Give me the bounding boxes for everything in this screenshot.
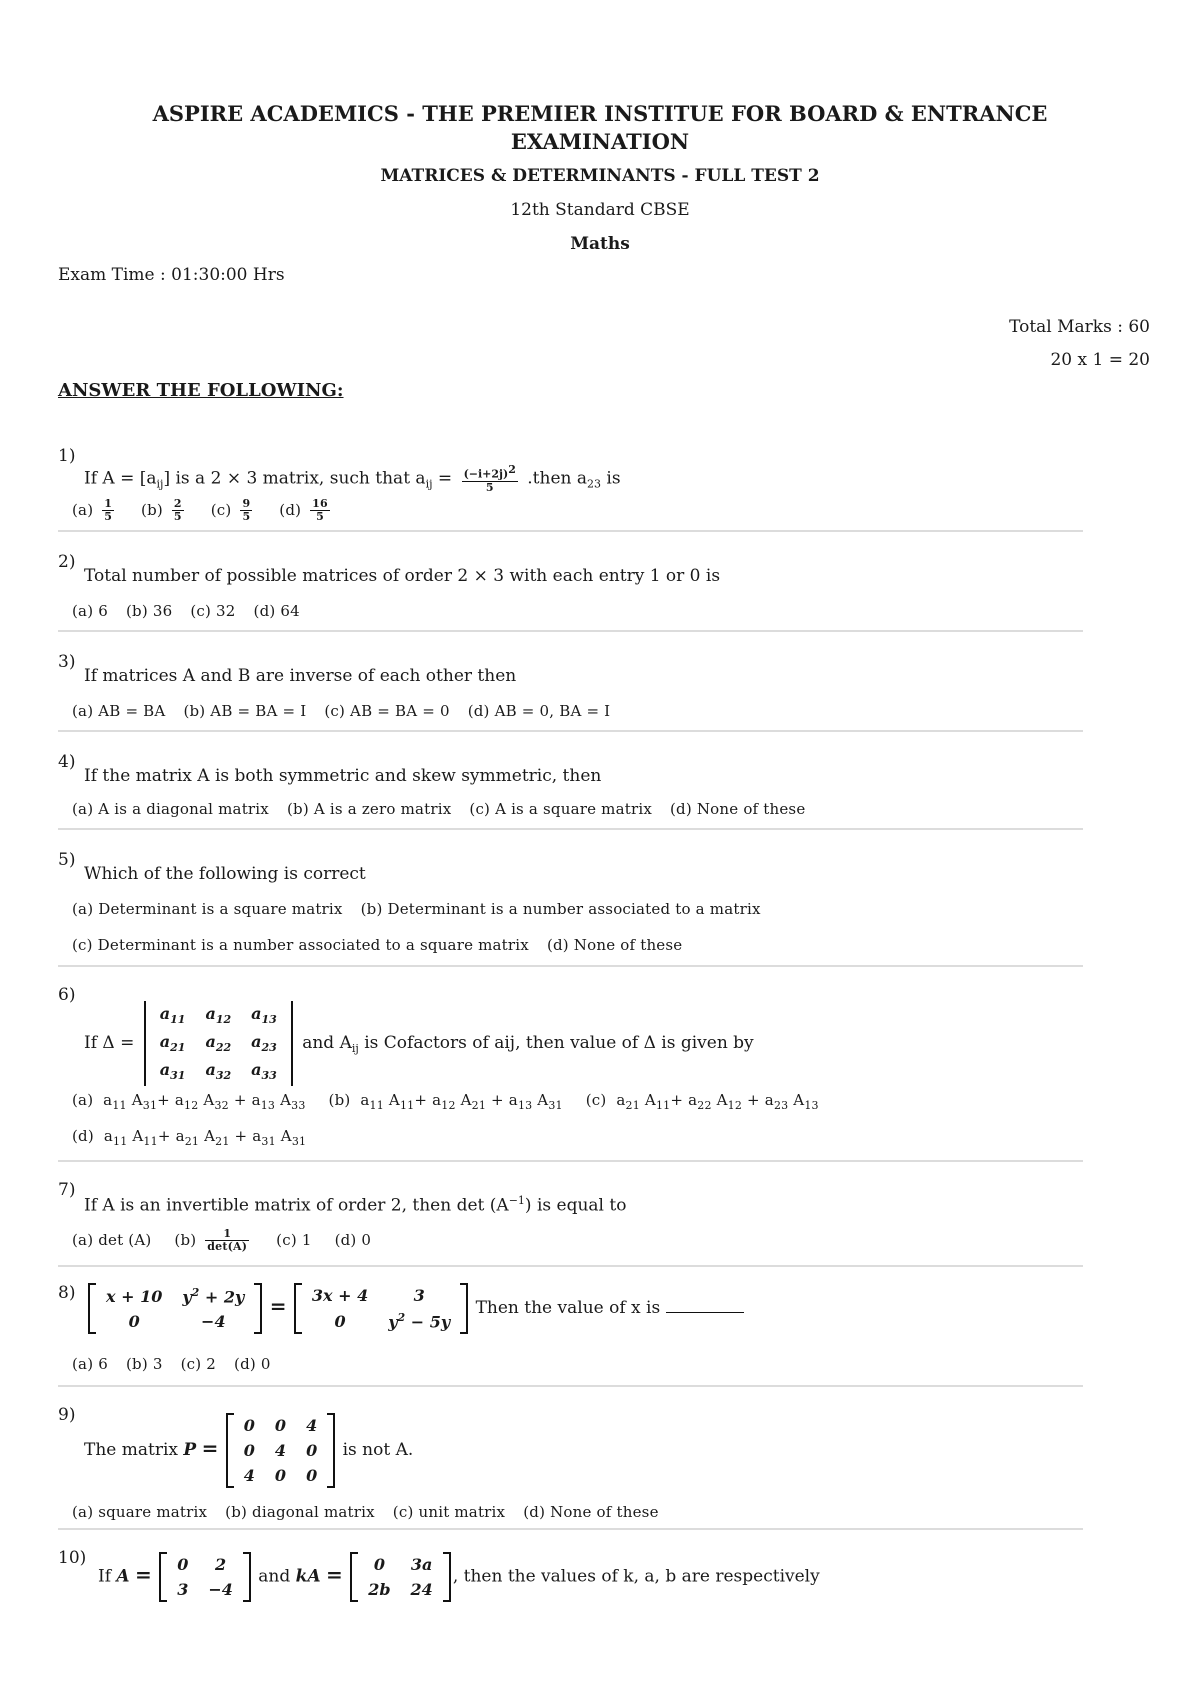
standard-label: 12th Standard CBSE: [510, 200, 690, 220]
question-stem: If Δ = $a_{11}$ $a_{12}$ $a_{13}$ $a_{21}$ $a_{22}$ $a_{23}$ $a_{31}$ $a_{32}$ $a_{33}$ and $A_{ij}$ is Cofactors of aij, then value of Δ is given by: [84, 1001, 754, 1086]
matrix-ka: 0 3a 2b 24: [350, 1552, 451, 1602]
question-number: 6): [58, 985, 76, 1005]
option-c[interactable]: (c) $\frac{9}{5}$: [210, 497, 251, 523]
question-stem: If A is an invertible matrix of order 2, then $\det (A^{-1})$ is equal to: [84, 1194, 627, 1216]
question-10: [58, 1548, 1083, 1628]
option-c[interactable]: (c) $a_{21}$ $A_{11}+ a_{22}$ $A_{12} + a_{23}$ $A_{13}$: [585, 1091, 819, 1112]
question-number: 5): [58, 850, 76, 870]
option-d[interactable]: (d) None of these: [546, 936, 683, 954]
divider: [58, 1160, 1083, 1162]
question-number: 10): [58, 1548, 87, 1568]
test-name: MATRICES & DETERMINANTS - FULL TEST 2: [380, 166, 820, 186]
divider: [58, 828, 1083, 830]
option-a[interactable]: (a) square matrix: [72, 1503, 208, 1521]
option-d[interactable]: (d) $a_{11}$ $A_{11}+ a_{21}$ $A_{21} + a_{31}$ $A_{31}$: [72, 1127, 307, 1148]
option-a[interactable]: (a) $\frac{1}{5}$: [72, 497, 113, 523]
divider: [58, 965, 1083, 967]
question-9: [58, 1405, 1083, 1525]
option-a[interactable]: (a) Determinant is a square matrix: [72, 900, 343, 918]
question-2: [58, 552, 1083, 622]
question-stem: If the matrix A is both symmetric and skew symmetric, then: [84, 766, 602, 786]
question-8: [58, 1283, 1083, 1383]
options-row-2: [72, 1127, 324, 1148]
section-marks: 20 x 1 = 20: [1050, 350, 1150, 370]
question-number: 7): [58, 1180, 76, 1200]
question-stem: Which of the following is correct: [84, 864, 366, 884]
divider: [58, 1385, 1083, 1387]
option-a[interactable]: (a) $a_{11}$ $A_{31}+ a_{12}$ $A_{32} + a_{13}$ $A_{33}$: [72, 1091, 306, 1112]
question-6: [58, 985, 1083, 1150]
options: [72, 498, 352, 523]
option-c[interactable]: (c) Determinant is a number associated to a square matrix: [72, 936, 529, 954]
matrix-left: x + 10 $y^2 + 2y$ 0 −4: [88, 1283, 262, 1334]
exam-time: Exam Time : 01:30:00 Hrs: [58, 265, 285, 285]
question-stem: If A = 0 2 3 −4 and kA = 0 3a 2b 24 , then the values of k, a, b are respectively: [98, 1552, 820, 1602]
question-stem: If $A = [a_{ij}]$ is a 2 × 3 matrix, such that $a_{ij}$ = $\frac{(-i+2j)^2}{5}$ .then $a_{23}$ is: [84, 463, 621, 494]
question-number: 4): [58, 752, 76, 772]
option-b[interactable]: (b) $a_{11}$ $A_{11}+ a_{12}$ $A_{21} + a_{13}$ $A_{31}$: [328, 1091, 563, 1112]
option-d[interactable]: (d) 0: [334, 1230, 372, 1249]
option-d[interactable]: (d) 64: [253, 602, 300, 620]
option-c[interactable]: (c) 2: [180, 1355, 217, 1373]
option-c[interactable]: (c) unit matrix: [392, 1503, 506, 1521]
option-b[interactable]: (b) 36: [125, 602, 173, 620]
option-c[interactable]: (c) AB = BA = 0: [324, 702, 450, 720]
question-number: 9): [58, 1405, 76, 1425]
options: [72, 1503, 677, 1521]
subject-label: Maths: [570, 234, 630, 254]
options: [72, 1228, 389, 1253]
question-number: 3): [58, 652, 76, 672]
question-stem: If matrices A and B are inverse of each other then: [84, 666, 517, 686]
matrix-right: 3x + 4 3 0 $y^2 - 5y$: [294, 1283, 468, 1334]
option-c[interactable]: (c) 32: [190, 602, 236, 620]
option-d[interactable]: (d) $\frac{16}{5}$: [279, 497, 328, 523]
options-row-2: [72, 936, 700, 954]
question-1: [58, 446, 1083, 526]
option-b[interactable]: (b) $\frac{2}{5}$: [141, 497, 182, 523]
matrix-p: 0 0 4 0 4 0 4 0 0: [226, 1413, 335, 1488]
option-d[interactable]: (d) None of these: [523, 1503, 659, 1521]
total-marks: Total Marks : 60: [1009, 317, 1150, 337]
institute-title: ASPIRE ACADEMICS - THE PREMIER INSTITUE FOR BOARD & ENTRANCE EXAMINATION: [152, 101, 1048, 154]
option-b[interactable]: (b) diagonal matrix: [225, 1503, 375, 1521]
divider: [58, 1265, 1083, 1267]
option-c[interactable]: (c) 1: [276, 1230, 312, 1249]
option-a[interactable]: (a) 6: [72, 602, 108, 620]
question-number: 8): [58, 1283, 76, 1303]
question-stem: x + 10 $y^2 + 2y$ 0 −4 = 3x + 4 3 0 $y^2 - 5y$ Then the value of x is: [86, 1283, 744, 1334]
question-number: 2): [58, 552, 76, 572]
options: [72, 602, 318, 620]
question-4: [58, 752, 1083, 822]
option-d[interactable]: (d) 0: [234, 1355, 271, 1373]
divider: [58, 630, 1083, 632]
question-number: 1): [58, 446, 76, 466]
options: [72, 1355, 289, 1373]
question-stem: The matrix P = 0 0 4 0 4 0 4 0 0 is not A.: [84, 1413, 413, 1488]
section-title: ANSWER THE FOLLOWING:: [58, 380, 344, 401]
question-stem: Total number of possible matrices of order 2 × 3 with each entry 1 or 0 is: [84, 566, 721, 586]
option-b[interactable]: (b) A is a zero matrix: [286, 800, 452, 818]
divider: [58, 730, 1083, 732]
option-d[interactable]: (d) AB = 0, BA = I: [467, 702, 611, 720]
option-b[interactable]: (b) 3: [125, 1355, 163, 1373]
option-b[interactable]: (b) $\frac{1}{\det(A)}$: [174, 1227, 248, 1253]
question-5: [58, 850, 1083, 960]
determinant: $a_{11}$ $a_{12}$ $a_{13}$ $a_{21}$ $a_{22}$ $a_{23}$ $a_{31}$ $a_{32}$ $a_{33}$: [142, 1001, 295, 1086]
matrix-a: 0 2 3 −4: [159, 1552, 251, 1602]
option-a[interactable]: (a) det (A): [72, 1230, 152, 1249]
options-row-1: [72, 1091, 837, 1112]
option-b[interactable]: (b) AB = BA = I: [183, 702, 307, 720]
divider: [58, 530, 1083, 532]
question-7: [58, 1180, 1083, 1260]
option-d[interactable]: (d) None of these: [669, 800, 806, 818]
option-a[interactable]: (a) 6: [72, 1355, 108, 1373]
options: [72, 800, 823, 818]
divider: [58, 1528, 1083, 1530]
options-row-1: [72, 900, 779, 918]
question-3: [58, 652, 1083, 722]
option-a[interactable]: (a) A is a diagonal matrix: [72, 800, 269, 818]
answer-blank[interactable]: [666, 1312, 744, 1313]
option-a[interactable]: (a) AB = BA: [72, 702, 166, 720]
option-c[interactable]: (c) A is a square matrix: [469, 800, 652, 818]
options: [72, 702, 628, 720]
option-b[interactable]: (b) Determinant is a number associated to a matrix: [360, 900, 761, 918]
